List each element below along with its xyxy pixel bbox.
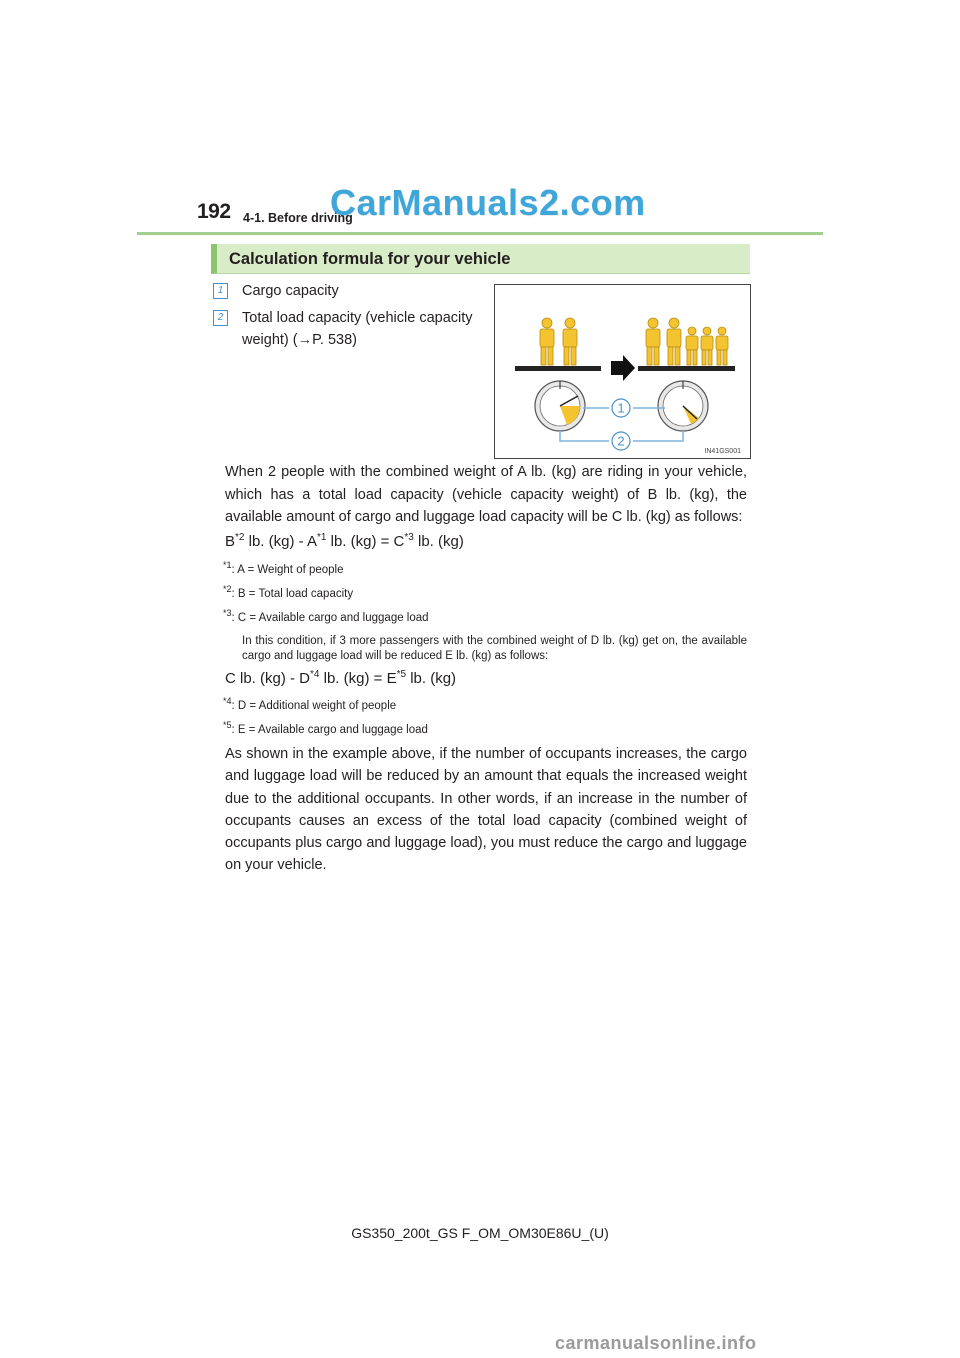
section-label: 4-1. Before driving bbox=[243, 211, 353, 225]
callout-2: 2 bbox=[617, 433, 625, 449]
item-text-total-load-ref[interactable]: weight) (→P. 538) bbox=[242, 332, 357, 348]
load-diagram-svg bbox=[495, 285, 750, 458]
footnote-a: $^{*1}$: A = Weight of people bbox=[223, 560, 344, 576]
footnote-d: $^{*4}$: D = Additional weight of people bbox=[223, 696, 397, 712]
people-right-icon bbox=[646, 318, 728, 365]
load-illustration bbox=[494, 284, 751, 459]
page-number: 192 bbox=[197, 200, 231, 223]
item-number-2: 2 bbox=[213, 310, 228, 326]
watermark-logo[interactable]: CarManuals2.com bbox=[330, 182, 646, 223]
watermark-footer[interactable]: carmanualsonline.info bbox=[555, 1333, 757, 1353]
footnote-e: $^{*5}$: E = Available cargo and luggage load bbox=[223, 720, 428, 736]
left-shelf bbox=[515, 366, 601, 371]
people-left-icon bbox=[540, 318, 577, 365]
section-heading-title: Calculation formula for your vehicle bbox=[229, 250, 511, 268]
condition-text: In this condition, if 3 more passengers with the combined weight of D lb. (kg) get on, the available cargo and luggage load will be reduced E lb. (kg) as follows: bbox=[242, 635, 747, 662]
formula-2: C lb. $(kg) - D^{*4}$ lb. $(kg) = E^{*5}$ lb. (kg) bbox=[225, 669, 457, 687]
item-number-1: 1 bbox=[213, 283, 228, 299]
explanation-paragraph: As shown in the example above, if the number of occupants increases, the cargo and luggage load will be reduced by an amount that equals the increased weight due to the additional occupants. In other words, if an increase in the number of occupants causes an excess of the total load capacity (combined weight of occupants plus cargo and luggage load), you must reduce the cargo and luggage on your vehicle. bbox=[225, 746, 747, 874]
callout-1: 1 bbox=[617, 400, 625, 416]
intro-paragraph: When 2 people with the combined weight of A lb. (kg) are riding in your vehicle, which has a total load capacity (vehicle capacity weight) of B lb. (kg), the available amount of cargo and luggage load capacity will be C lb. (kg) as follows: bbox=[225, 464, 747, 525]
item-text-cargo-capacity: Cargo capacity bbox=[242, 283, 339, 299]
right-gauge-icon bbox=[658, 381, 708, 431]
formula-1: $B^{*2}$ lb. $(kg) - A^{*1}$ lb. $(kg) = C^{*3}$ lb. (kg) bbox=[225, 532, 464, 550]
header-divider bbox=[137, 232, 823, 235]
section-heading bbox=[211, 244, 750, 274]
item-text-total-load: Total load capacity (vehicle capacity bbox=[242, 310, 473, 326]
document-code: GS350_200t_GS F_OM_OM30E86U_(U) bbox=[351, 1225, 609, 1241]
arrow-right-icon bbox=[611, 355, 635, 381]
footnote-b: $^{*2}$: B = Total load capacity bbox=[223, 584, 354, 600]
illustration-code: IN41GS001 bbox=[704, 448, 741, 455]
right-shelf bbox=[638, 366, 735, 371]
footnote-c: $^{*3}$: C = Available cargo and luggage load bbox=[223, 608, 429, 624]
left-gauge-icon bbox=[535, 381, 585, 431]
